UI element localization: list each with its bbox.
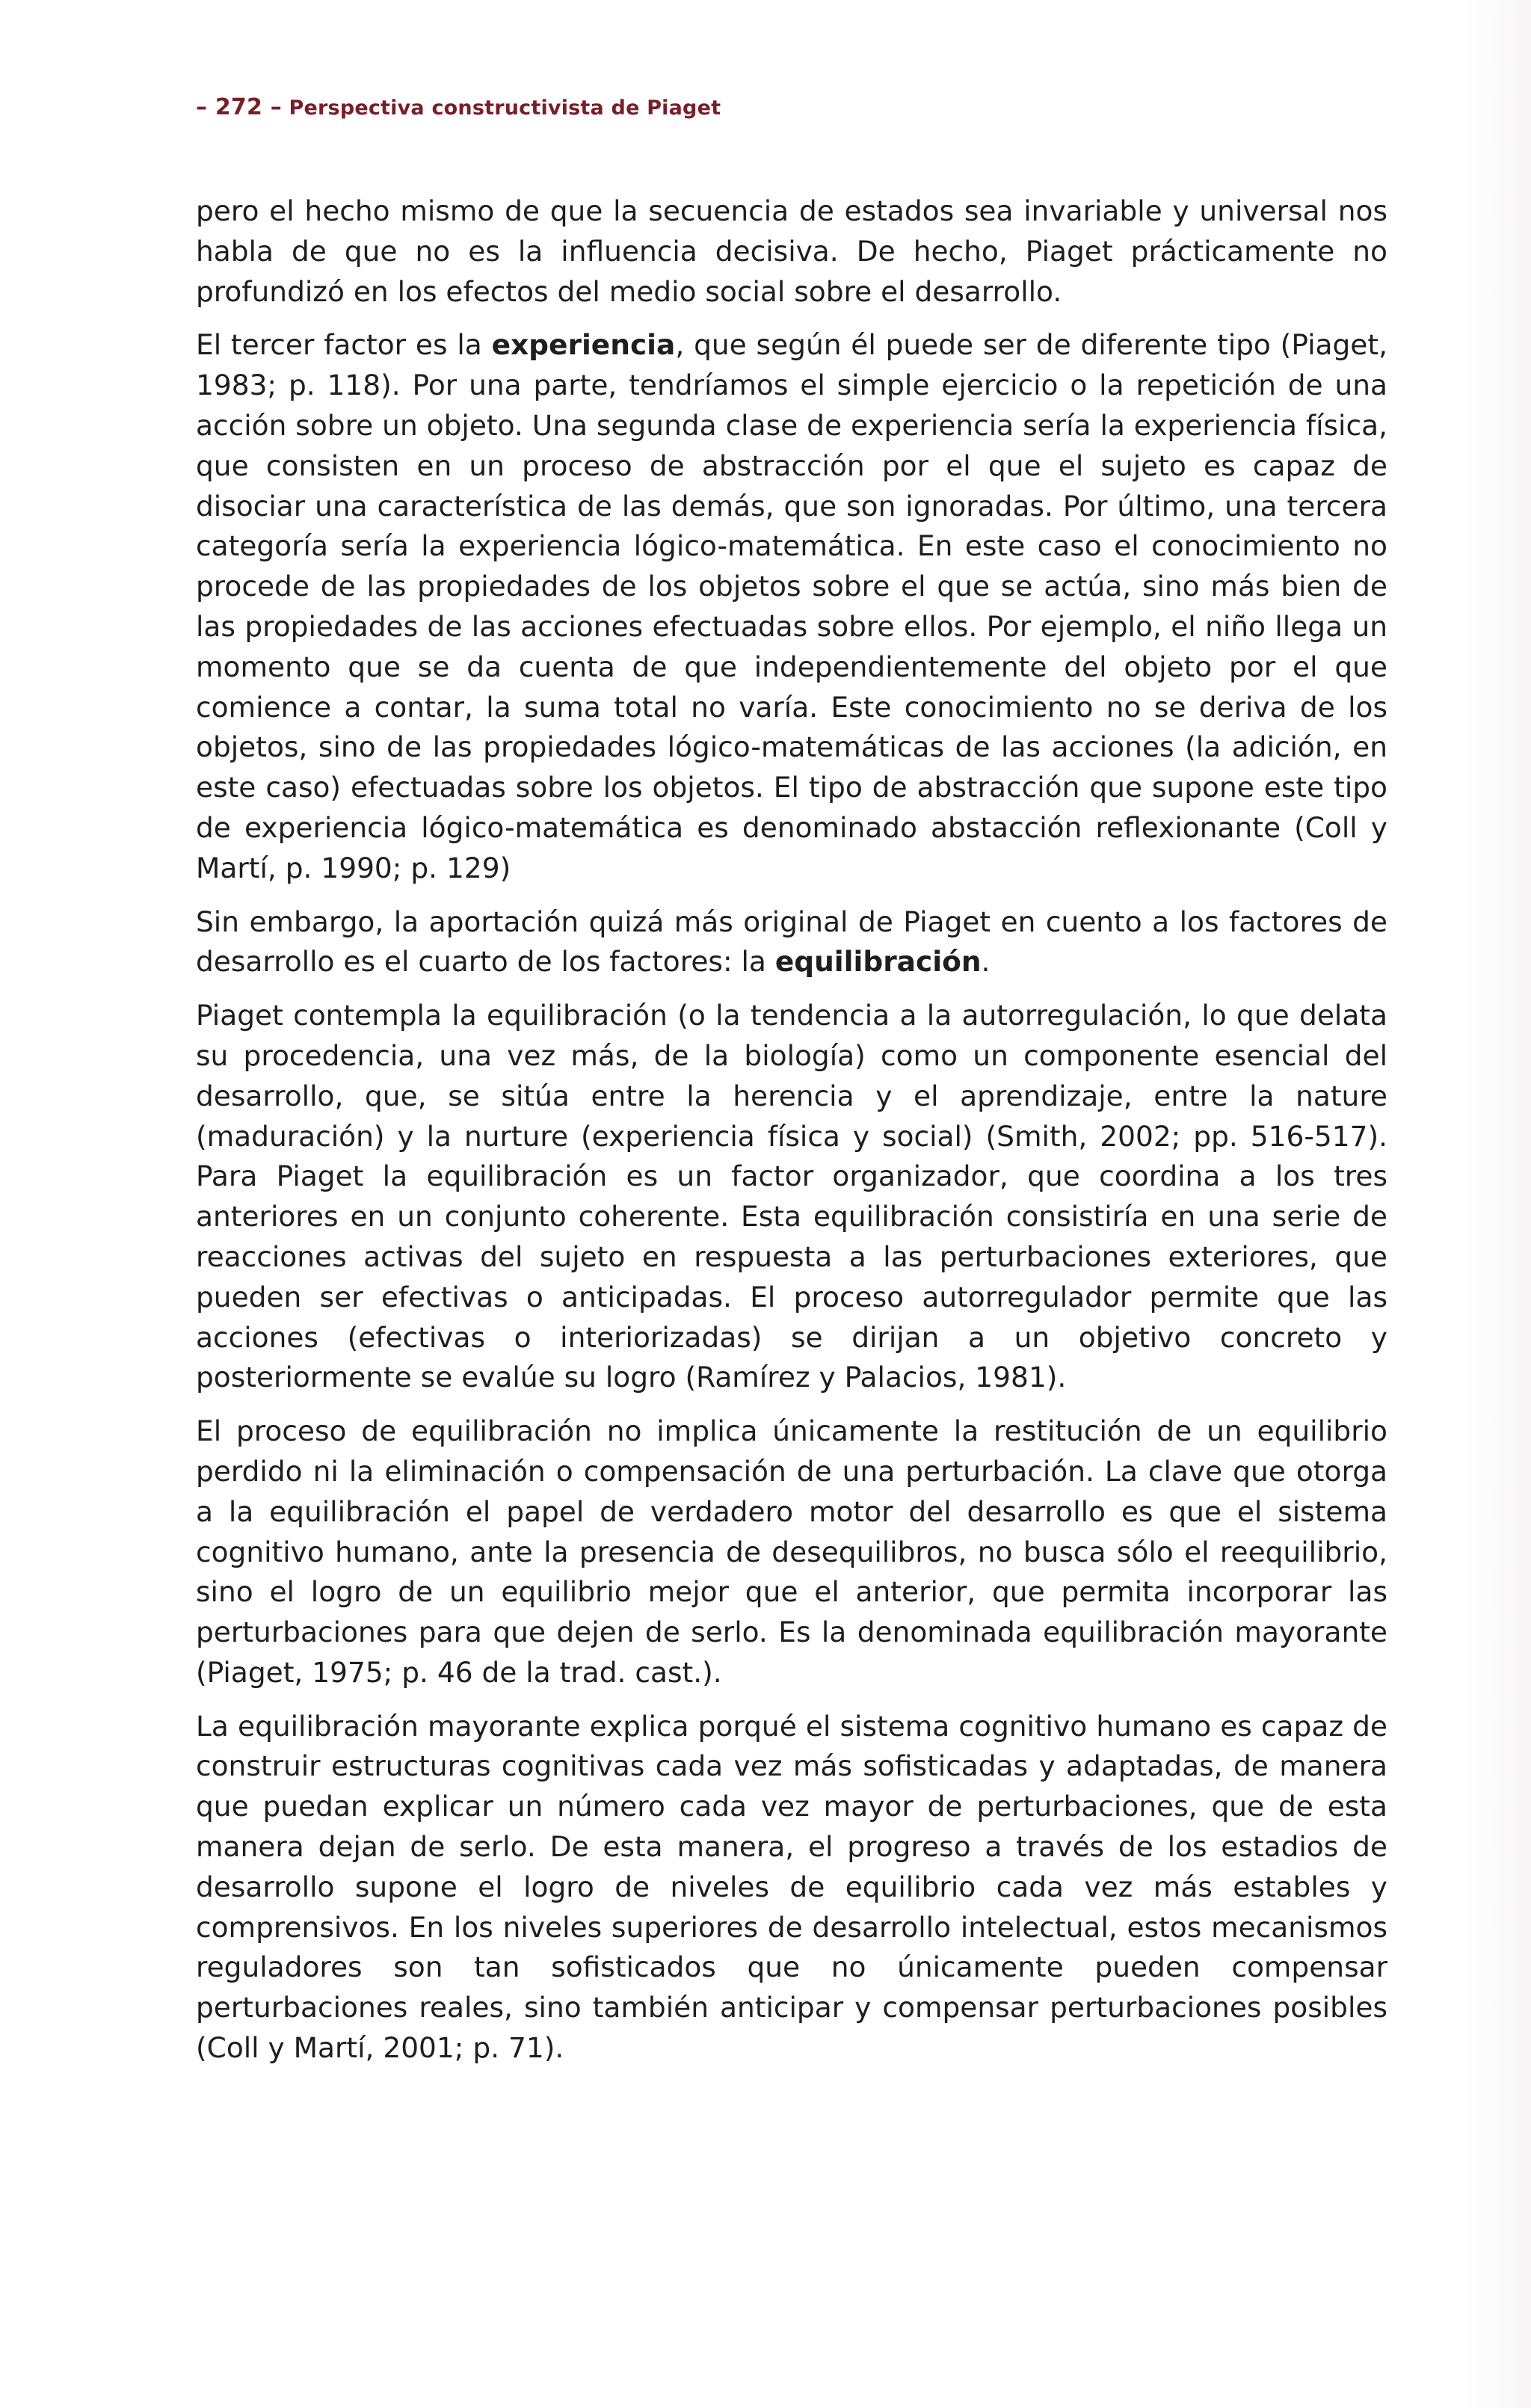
paragraph-2 [196,325,1387,888]
paragraph-3-lead: Sin embargo, la aportación quizá más original de Piaget en cuento a los factores de desarrollo es el cuarto de los factores: la [196,905,1387,979]
paragraph-3 [196,902,1387,983]
paragraph-4: Piaget contempla la equilibración (o la tendencia a la autorregulación, lo que delata su procedencia, una vez más, de la biología) como un componente esencial del desarrollo, que, se sitúa entre la herencia y el aprendizaje, entre la nature (maduración) y la nurture (experiencia física y social) (Smith, 2002; pp. 516-517). Para Piaget la equilibración es un factor organizador, que coordina a los tres anteriores en un conjunto coherente. Esta equilibración consistiría en una serie de reacciones activas del sujeto en respuesta a las perturbaciones exteriores, que pueden ser efectivas o anticipadas. El proceso autorregulador permite que las acciones (efectivas o interiorizadas) se dirijan a un objetivo concreto y posteriormente se evalúe su logro (Ramírez y Palacios, 1981). [196,999,1387,1394]
paragraph-1: pero el hecho mismo de que la secuencia de estados sea invariable y universal nos habla de que no es la influencia decisiva. De hecho, Piaget prácticamente no profundizó en los efectos del medio social sobre el desarrollo. [196,194,1387,308]
term-equilibracion: equilibración [774,945,982,979]
term-experiencia: experiencia [491,328,676,362]
running-header [196,94,721,120]
running-title: Perspectiva constructivista de Piaget [289,96,721,120]
paragraph-6: La equilibración mayorante explica porqué el sistema cognitivo humano es capaz de construir estructuras cognitivas cada vez más sofisticadas y adaptadas, de manera que puedan explicar un número cada vez mayor de perturbaciones, que de esta manera dejan de serlo. De esta manera, el progreso a través de los estadios de desarrollo supone el logro de niveles de equilibrio cada vez más estables y comprensivos. En los niveles superiores de desarrollo intelectual, estos mecanismos reguladores son tan sofisticados que no únicamente pueden compensar perturbaciones reales, sino también anticipar y compensar perturbaciones posibles (Coll y Martí, 2001; p. 71). [196,1709,1387,2065]
page-edge-shadow [1464,0,1531,2408]
paragraph-2-lead: El tercer factor es la [196,328,492,362]
paragraph-5: El proceso de equilibración no implica únicamente la restitución de un equilibrio perdido ni la eliminación o compensación de una perturbación. La clave que otorga a la equilibración el papel de verdadero motor del desarrollo es que el sistema cognitivo humano, ante la presencia de desequilibros, no busca sólo el reequilibrio, sino el logro de un equilibrio mejor que el anterior, que permita incorporar las perturbaciones para que dejen de serlo. Es la denominada equilibración mayorante (Piaget, 1975; p. 46 de la trad. cast.). [196,1414,1387,1689]
page-number: – 272 – [196,94,282,120]
body-text [196,191,1387,2082]
paragraph-3-rest: . [981,945,991,979]
paragraph-2-rest: , que según él puede ser de diferente tipo (Piaget, 1983; p. 118). Por una parte, tendríamos el simple ejercicio o la repetición de una acción sobre un objeto. Una segunda clase de experiencia sería la experiencia física, que consisten en un proceso de abstracción por el que el sujeto es capaz de disociar una característica de las demás, que son ignoradas. Por último, una tercera categoría sería la experiencia lógico-matemática. En este caso el conocimiento no procede de las propiedades de los objetos sobre el que se actúa, sino más bien de las propiedades de las acciones efectuadas sobre ellos. Por ejemplo, el niño llega un momento que se da cuenta de que independientemente del objeto por el que comience a contar, la suma total no varía. Este conocimiento no se deriva de los objetos, sino de las propiedades lógico-matemáticas de las acciones (la adición, en este caso) efectuadas sobre los objetos. El tipo de abstracción que supone este tipo de experiencia lógico-matemática es denominado abstacción reflexionante (Coll y Martí, p. 1990; p. 129) [196,328,1388,884]
